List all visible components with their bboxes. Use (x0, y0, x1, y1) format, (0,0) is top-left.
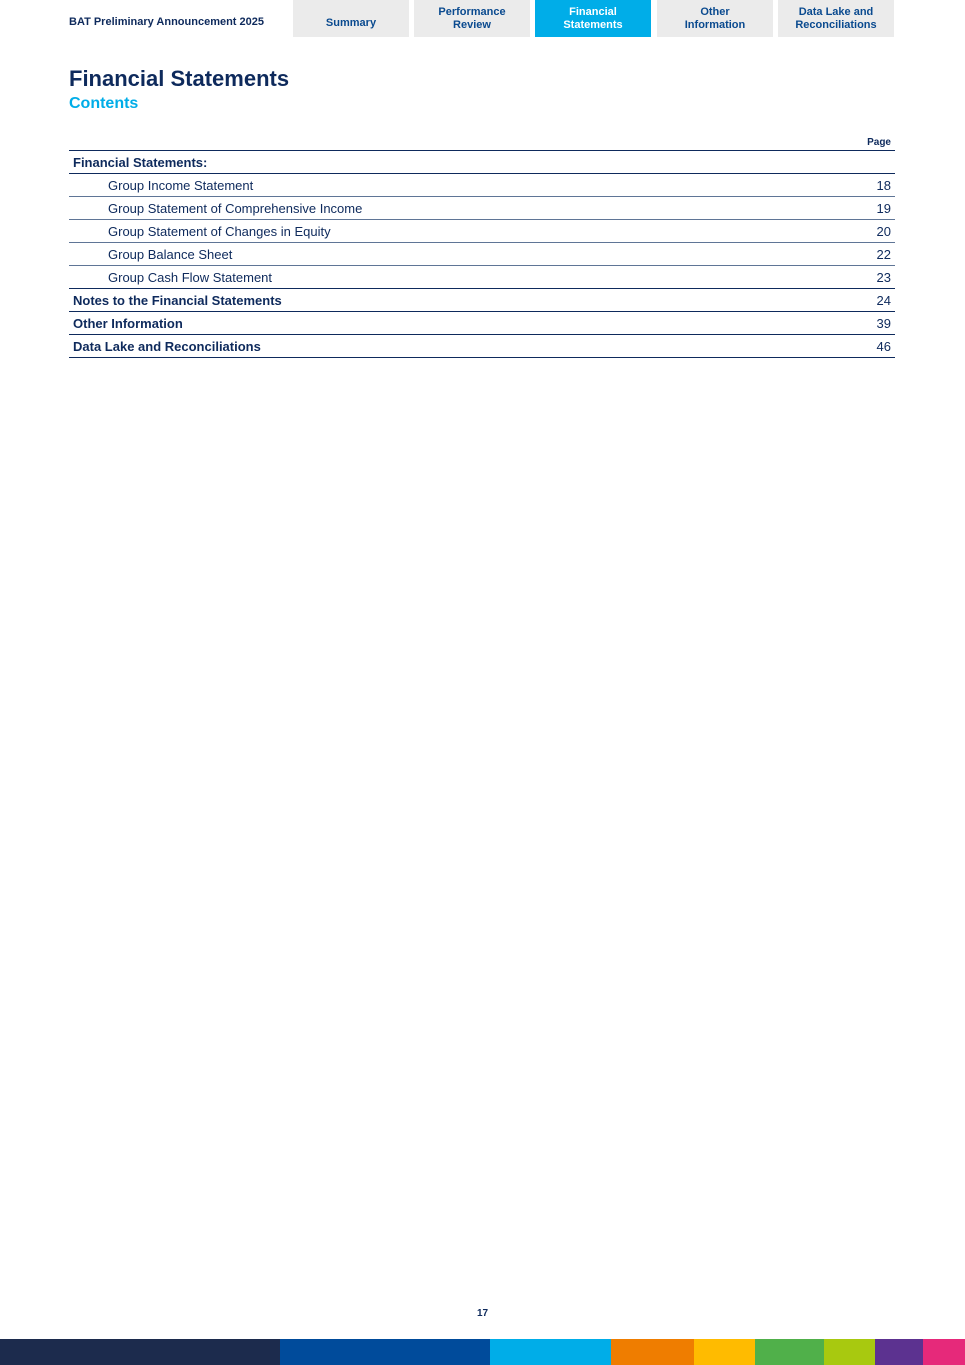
toc-page: 39 (876, 315, 891, 331)
toc-label: Group Statement of Changes in Equity (108, 223, 331, 239)
page-column-header: Page (69, 134, 895, 151)
toc-label: Group Balance Sheet (108, 246, 233, 262)
page-number: 17 (476, 1308, 489, 1319)
tab-other-information-line1: Other (700, 6, 730, 18)
color-segment (611, 1339, 694, 1365)
brand-color-bar (0, 1339, 965, 1365)
color-segment (490, 1339, 611, 1365)
document-title: BAT Preliminary Announcement 2025 (69, 16, 264, 28)
toc-item-other-information[interactable] (69, 312, 895, 335)
toc-page: 18 (876, 177, 891, 193)
toc-item-data-lake[interactable] (69, 335, 895, 358)
toc-page: 22 (876, 246, 891, 262)
toc-page: 24 (876, 292, 891, 308)
color-segment (824, 1339, 875, 1365)
tab-performance-review-line2: Review (453, 19, 491, 31)
toc-label: Group Income Statement (108, 177, 254, 193)
tab-financial-statements[interactable] (535, 0, 651, 37)
toc-label: Group Statement of Comprehensive Income (108, 200, 363, 216)
color-segment (0, 1339, 280, 1365)
table-of-contents (69, 134, 895, 358)
toc-page: 23 (876, 269, 891, 285)
tab-performance-review[interactable] (414, 0, 530, 37)
toc-section-financial-statements (69, 151, 895, 174)
toc-label: Notes to the Financial Statements (73, 292, 282, 308)
toc-label: Financial Statements: (73, 154, 208, 170)
tab-data-lake-line2: Reconciliations (795, 19, 877, 31)
page-subtitle: Contents (69, 95, 139, 112)
toc-item-changes-in-equity[interactable] (69, 220, 895, 243)
top-navigation (0, 0, 965, 38)
toc-item-notes[interactable] (69, 289, 895, 312)
toc-item-cash-flow-statement[interactable] (69, 266, 895, 289)
toc-label: Data Lake and Reconciliations (73, 338, 261, 354)
color-segment (875, 1339, 923, 1365)
tab-other-information-line2: Information (684, 19, 746, 31)
toc-item-balance-sheet[interactable] (69, 243, 895, 266)
toc-page: 20 (876, 223, 891, 239)
page-title: Financial Statements (69, 66, 290, 91)
toc-item-income-statement[interactable] (69, 174, 895, 197)
toc-item-comprehensive-income[interactable] (69, 197, 895, 220)
tab-data-lake-reconciliations[interactable] (778, 0, 894, 37)
color-segment (280, 1339, 490, 1365)
tab-financial-statements-line2: Statements (563, 19, 623, 31)
toc-page: 46 (876, 338, 891, 354)
tab-financial-statements-line1: Financial (569, 6, 617, 18)
color-segment (923, 1339, 965, 1365)
tab-summary-label: Summary (325, 17, 377, 29)
tab-data-lake-line1: Data Lake and (798, 6, 874, 18)
toc-label: Other Information (73, 315, 183, 331)
tab-performance-review-line1: Performance (438, 6, 506, 18)
tab-other-information[interactable] (657, 0, 773, 37)
color-segment (694, 1339, 755, 1365)
color-segment (755, 1339, 824, 1365)
tab-summary[interactable] (293, 0, 409, 37)
toc-page: 19 (876, 200, 891, 216)
toc-label: Group Cash Flow Statement (108, 269, 273, 285)
